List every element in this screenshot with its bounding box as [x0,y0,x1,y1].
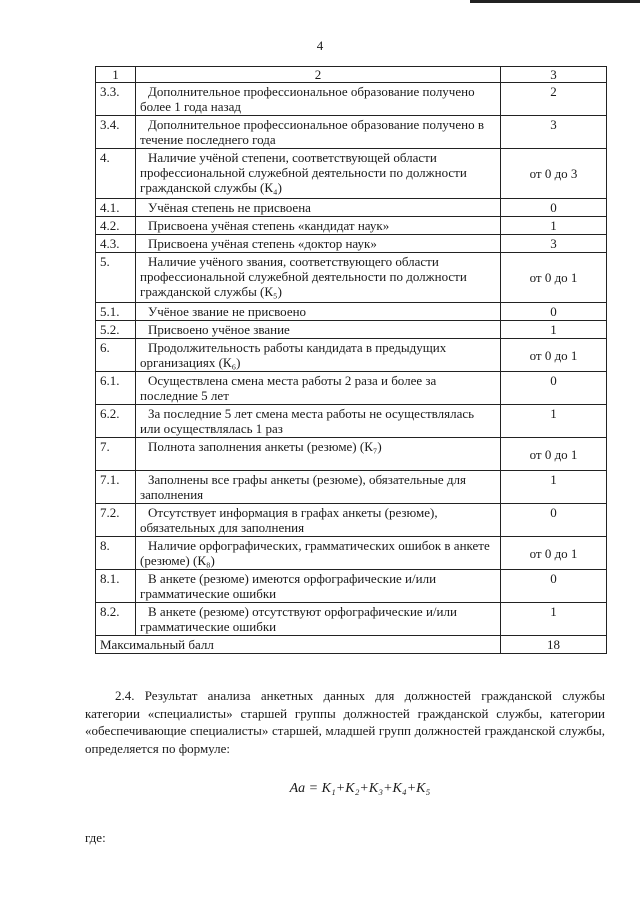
total-value: 18 [501,636,607,654]
row-description: Учёная степень не присвоена [136,199,501,217]
row-score: 1 [501,405,607,438]
row-score: 2 [501,83,607,116]
row-number: 5.2. [96,321,136,339]
criteria-table [95,66,607,654]
row-score: от 0 до 3 [501,149,607,199]
row-description: Наличие учёного звания, соответствующего области профессиональной служебной деятельности по должности гражданской службы (К₅) [136,253,501,303]
row-description: Присвоена учёная степень «кандидат наук» [136,217,501,235]
table-row [96,603,607,636]
row-description: Осуществлена смена места работы 2 раза и более за последние 5 лет [136,372,501,405]
table-row [96,339,607,372]
paragraph-2-4 [85,687,605,757]
row-score: 0 [501,504,607,537]
table-row [96,303,607,321]
row-score: от 0 до 1 [501,438,607,471]
row-description: Полнота заполнения анкеты (резюме) (К₇) [136,438,501,471]
row-description: Дополнительное профессиональное образование получено в течение последнего года [136,116,501,149]
row-description: Дополнительное профессиональное образование получено более 1 года назад [136,83,501,116]
page-number: 4 [316,38,324,53]
row-description: Присвоено учёное звание [136,321,501,339]
table-row [96,537,607,570]
row-number: 3.3. [96,83,136,116]
header-cell-3: 3 [501,67,607,83]
row-description: Наличие учёной степени, соответствующей области профессиональной служебной деятельности по должности гражданской службы (К₄) [136,149,501,199]
table-row [96,438,607,471]
row-score: 1 [501,217,607,235]
row-number: 6. [96,339,136,372]
row-number: 3.4. [96,116,136,149]
table-row [96,321,607,339]
row-number: 8.1. [96,570,136,603]
total-row [96,636,607,654]
row-score: 0 [501,303,607,321]
row-number: 7.1. [96,471,136,504]
row-number: 8. [96,537,136,570]
table-row [96,471,607,504]
row-number: 6.2. [96,405,136,438]
paragraph-text: 2.4. Результат анализа анкетных данных для должностей гражданской службы категории «специалисты» старшей группы должностей гражданской службы, категории «обеспечивающие специалисты» старшей, младшей групп должностей гражданской службы, определяется по формуле: [85,688,605,756]
table-row [96,253,607,303]
row-description: Наличие орфографических, грамматических ошибок в анкете (резюме) (К₈) [136,537,501,570]
row-number: 7. [96,438,136,471]
row-description: В анкете (резюме) имеются орфографические и/или грамматические ошибки [136,570,501,603]
header-cell-2: 2 [136,67,501,83]
table-row [96,504,607,537]
row-number: 5. [96,253,136,303]
row-score: 3 [501,116,607,149]
row-description: Заполнены все графы анкеты (резюме), обязательные для заполнения [136,471,501,504]
row-description: Учёное звание не присвоено [136,303,501,321]
table-header-row [96,67,607,83]
header-cell-1: 1 [96,67,136,83]
row-score: от 0 до 1 [501,339,607,372]
row-score: 1 [501,603,607,636]
row-number: 5.1. [96,303,136,321]
row-number: 4.3. [96,235,136,253]
row-score: 0 [501,199,607,217]
table-row [96,83,607,116]
row-score: от 0 до 1 [501,537,607,570]
table-row [96,372,607,405]
row-number: 4. [96,149,136,199]
table-row [96,149,607,199]
top-edge-line [470,0,640,3]
row-score: 1 [501,471,607,504]
row-score: 0 [501,372,607,405]
row-description: В анкете (резюме) отсутствуют орфографические и/или грамматические ошибки [136,603,501,636]
row-description: За последние 5 лет смена места работы не осуществлялась или осуществлялась 1 раз [136,405,501,438]
row-description: Отсутствует информация в графах анкеты (резюме), обязательных для заполнения [136,504,501,537]
formula: Aа = K₁+K₂+K₃+K₄+K₅ [289,781,431,796]
row-score: 1 [501,321,607,339]
row-description: Присвоена учёная степень «доктор наук» [136,235,501,253]
row-number: 4.2. [96,217,136,235]
table-row [96,199,607,217]
row-number: 4.1. [96,199,136,217]
row-score: 3 [501,235,607,253]
table-row [96,235,607,253]
table-row [96,116,607,149]
row-number: 8.2. [96,603,136,636]
table-row [96,405,607,438]
row-score: от 0 до 1 [501,253,607,303]
total-label: Максимальный балл [96,636,501,654]
row-description: Продолжительность работы кандидата в предыдущих организациях (К₆) [136,339,501,372]
table-row [96,217,607,235]
row-number: 6.1. [96,372,136,405]
row-number: 7.2. [96,504,136,537]
table-row [96,570,607,603]
where-label: где: [85,830,106,845]
row-score: 0 [501,570,607,603]
